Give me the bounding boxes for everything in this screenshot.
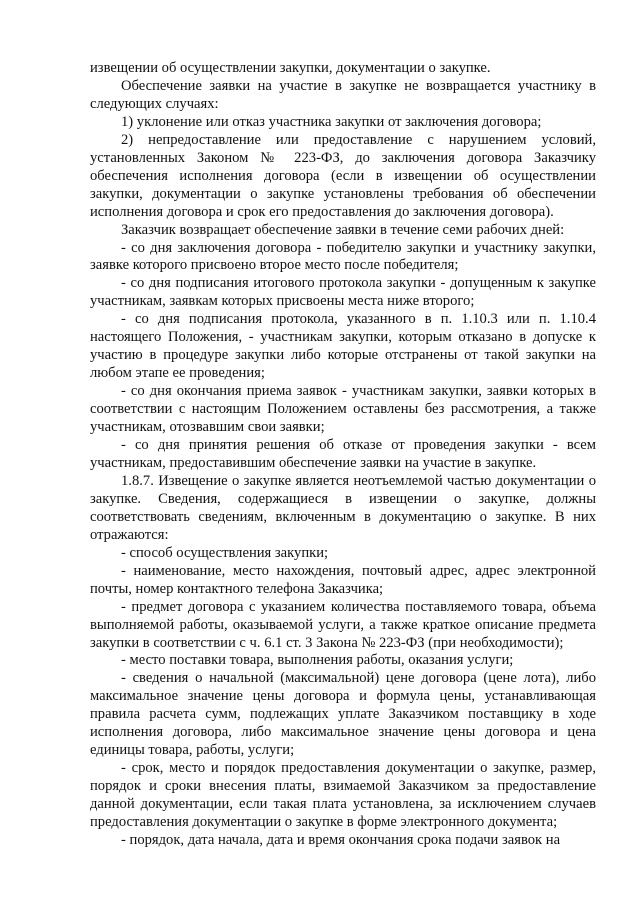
paragraph-continuation: извещении об осуществлении закупки, документации о закупке.	[90, 60, 491, 76]
list-item-non-provision: 2) непредоставление или предоставление с нарушением условий, установленных Законом № 223-ФЗ, до заключения договора Заказчику обеспечения исполнения договора (если в извещении об осуществлении закупки, документации о закупке установлены требования об обеспечении исполнения договора и срок его предоставления до заключения договора).	[90, 131, 596, 220]
list-item-delivery-place: - место поставки товара, выполнения работы, оказания услуги;	[121, 652, 514, 669]
list-item-evasion: 1) уклонение или отказ участника закупки от заключения договора;	[121, 113, 542, 130]
list-item-customer-details: - наименование, место нахождения, почтовый адрес, адрес электронной почты, номер контактного телефона Заказчика;	[90, 562, 596, 597]
list-item-final-protocol: - со дня подписания итогового протокола закупки - допущенным к закупке участникам, заявкам которых присвоены места ниже второго;	[90, 275, 596, 310]
list-item-bid-submission: - порядок, дата начала, дата и время окончания срока подачи заявок на	[121, 831, 561, 848]
list-item-procurement-cancelled: - со дня принятия решения об отказе от проведения закупки - всем участникам, предоставившим обеспечение заявки на участие в закупке.	[90, 437, 596, 471]
document-page	[90, 60, 596, 850]
paragraph-section-1-8-7: 1.8.7. Извещение о закупке является неотъемлемой частью документации о закупке. Сведения, содержащиеся в извещении о закупке, должны соответствовать сведениям, включенным в документацию о закупке. В них отражаются:	[90, 472, 596, 543]
list-item-bid-acceptance-end: - со дня окончания приема заявок - участникам закупки, заявки которых в соответствии с настоящим Положением оставлены без рассмотрения, а также участникам, отозвавшим свои заявки;	[90, 383, 596, 436]
paragraph-security-not-returned: Обеспечение заявки на участие в закупке не возвращается участнику в следующих случаях:	[90, 77, 596, 112]
list-item-method: - способ осуществления закупки;	[121, 544, 329, 561]
list-item-contract-signed: - со дня заключения договора - победителю закупки и участнику закупки, заявке которого присвоено второе место после победителя;	[90, 239, 596, 274]
list-item-documentation-terms: - срок, место и порядок предоставления документации о закупке, размер, порядок и сроки внесения платы, взимаемой Заказчиком за предоставление данной документации, если такая плата установлена, за исключением случаев предоставления документации о закупке в форме электронного документа;	[90, 760, 596, 831]
list-item-protocol-signed: - со дня подписания протокола, указанного в п. 1.10.3 или п. 1.10.4 настоящего Положения, - участникам закупки, которым отказано в допуске к участию в процедуре закупки либо которые отстранены от такой закупки на любом этапе ее проведения;	[90, 311, 596, 382]
list-item-contract-subject: - предмет договора с указанием количества поставляемого товара, объема выполняемой работы, оказываемой услуги, а также краткое описание предмета закупки в соответствии с ч. 6.1 ст. 3 Закона № 223-ФЗ (при необходимости);	[90, 598, 596, 651]
paragraph-customer-returns: Заказчик возвращает обеспечение заявки в течение семи рабочих дней:	[121, 221, 565, 238]
list-item-price-info: - сведения о начальной (максимальной) цене договора (цене лота), либо максимальное значение цены договора и формула цены, устанавливающая правила расчета сумм, подлежащих уплате Заказчиком поставщику в ходе исполнения договора, либо максимальное значение цены договора и цена единицы товара, работы, услуги;	[90, 670, 596, 759]
